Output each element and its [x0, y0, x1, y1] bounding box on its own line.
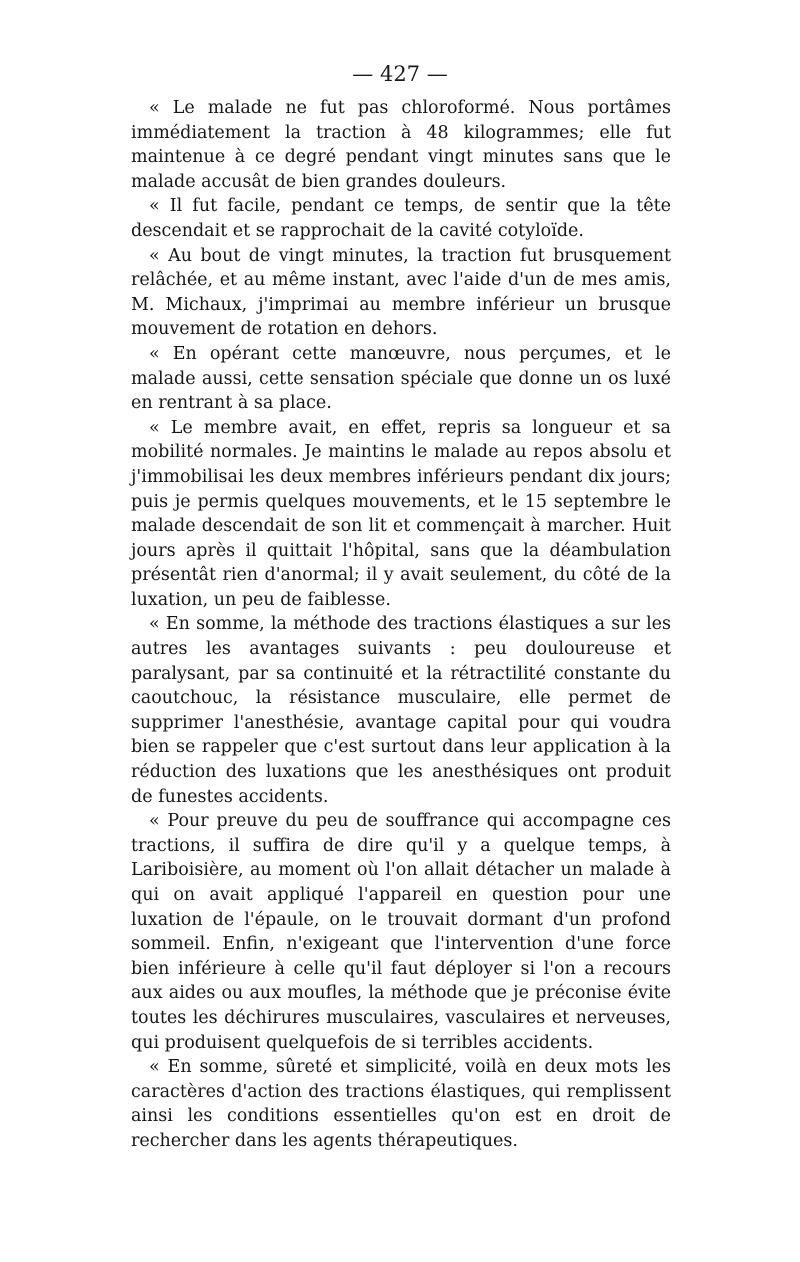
paragraph: « Le membre avait, en effet, repris sa longueur et sa mobilité normales. Je maintins le malade au repos absolu et j'immobilisai les deux membres inférieurs pendant dix jours; puis je permis quelques mouvements, et le 15 septembre le malade descendait de son lit et commençait à marcher. Huit jours après il quittait l'hôpital, sans que la déambulation présentât rien d'anormal; il y avait seulement, du côté de la luxation, un peu de faiblesse. [131, 417, 671, 610]
page-number: — 427 — [352, 62, 448, 86]
paragraph: « Le malade ne fut pas chloroformé. Nous portâmes immédiatement la traction à 48 kilogrammes; elle fut maintenue à ce degré pendant vingt minutes sans que le malade accusât de bien grandes douleurs. [131, 98, 671, 192]
body-text [131, 96, 671, 1154]
paragraph: « En opérant cette manœuvre, nous perçumes, et le malade aussi, cette sensation spéciale que donne un os luxé en rentrant à sa place. [131, 343, 671, 414]
paragraph: « En somme, sûreté et simplicité, voilà en deux mots les caractères d'action des tractions élastiques, qui remplissent ainsi les conditions essentielles qu'on est en droit de rechercher dans les agents thérapeutiques. [131, 1057, 671, 1151]
paragraph: « Il fut facile, pendant ce temps, de sentir que la tête descendait et se rapprochait de la cavité cotyloïde. [131, 196, 671, 241]
paragraph: « En somme, la méthode des tractions élastiques a sur les autres les avantages suivants : peu douloureuse et paralysant, par sa continuité et la rétractilité constante du caoutchouc, la résistance musculaire, elle permet de supprimer l'anesthésie, avantage capital pour qui voudra bien se rappeler que c'est surtout dans leur application à la réduction des luxations que les anesthésiques ont produit de funestes accidents. [131, 614, 671, 807]
paragraph: « Pour preuve du peu de souffrance qui accompagne ces tractions, il suffira de dire qu'il y a quelque temps, à Lariboisière, au moment où l'on allait détacher un malade à qui on avait appliqué l'appareil en question pour une luxation de l'épaule, on le trouvait dormant d'un profond sommeil. Enfin, n'exigeant que l'intervention d'une force bien inférieure à celle qu'il faut déployer si l'on a recours aux aides ou aux moufles, la méthode que je préconise évite toutes les déchirures musculaires, vasculaires et nerveuses, qui produisent quelquefois de si terribles accidents. [131, 811, 671, 1053]
paragraph: « Au bout de vingt minutes, la traction fut brusquement relâchée, et au même instant, avec l'aide d'un de mes amis, M. Michaux, j'imprimai au membre inférieur un brusque mouvement de rotation en dehors. [131, 245, 671, 340]
